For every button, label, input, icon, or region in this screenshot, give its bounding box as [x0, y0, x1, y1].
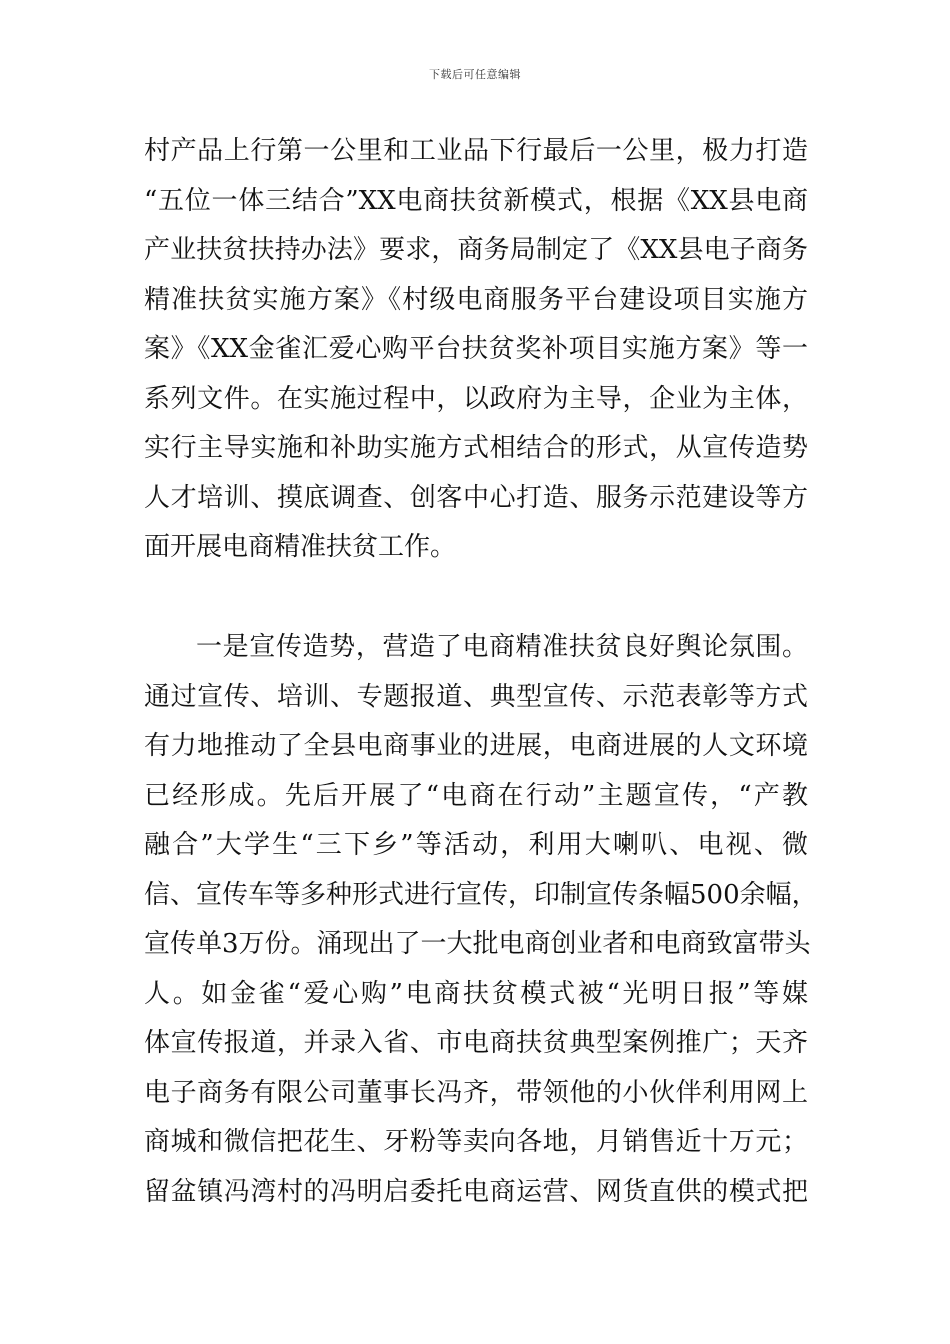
text-line: 一是宣传造势，营造了电商精准扶贫良好舆论氛围。	[196, 632, 808, 662]
text-line: 体宣传报道，并录入省、市电商扶贫典型案例推广；天齐	[144, 1028, 808, 1058]
page-header: 下载后可任意编辑	[429, 68, 521, 81]
text-line: 已经形成。先后开展了“电商在行动”主题宣传，“产教	[144, 780, 808, 811]
text-line: 宣传单3万份。涌现出了一大批电商创业者和电商致富带头	[144, 929, 811, 959]
text-line: 产业扶贫扶持办法》要求，商务局制定了《XX县电子商务	[144, 235, 808, 265]
paragraph-2	[144, 623, 818, 1217]
text-line: 融合”大学生“三下乡”等活动，利用大喇叭、电视、微	[144, 830, 808, 860]
text-line: 实行主导实施和补助实施方式相结合的形式，从宣传造势	[144, 433, 808, 463]
text-line: 通过宣传、培训、专题报道、典型宣传、示范表彰等方式	[144, 681, 808, 712]
text-line: “五位一体三结合”XX电商扶贫新模式，根据《XX县电商	[144, 185, 808, 216]
text-line: 人。如金雀“爱心购”电商扶贫模式被“光明日报”等媒	[144, 978, 808, 1009]
text-line: 商城和微信把花生、牙粉等卖向各地，月销售近十万元；	[144, 1127, 808, 1157]
text-line: 面开展电商精准扶贫工作。	[144, 532, 457, 562]
text-line: 电子商务有限公司董事长冯齐，带领他的小伙伴利用网上	[144, 1077, 808, 1108]
text-line: 案》《XX金雀汇爱心购平台扶贫奖补项目实施方案》等一	[144, 334, 808, 364]
text-line: 村产品上行第一公里和工业品下行最后一公里，极力打造	[144, 136, 808, 166]
text-line: 系列文件。在实施过程中，以政府为主导，企业为主体，	[144, 383, 808, 414]
text-line: 留盆镇冯湾村的冯明启委托电商运营、网货直供的模式把	[144, 1176, 808, 1207]
text-line: 有力地推动了全县电商事业的进展，电商进展的人文环境	[144, 731, 808, 761]
text-line: 人才培训、摸底调查、创客中心打造、服务示范建设等方	[144, 482, 808, 513]
text-line: 信、宣传车等多种形式进行宣传，印制宣传条幅500余幅，	[144, 879, 818, 910]
text-line: 精准扶贫实施方案》《村级电商服务平台建设项目实施方	[144, 284, 808, 315]
paragraph-1	[144, 127, 808, 573]
